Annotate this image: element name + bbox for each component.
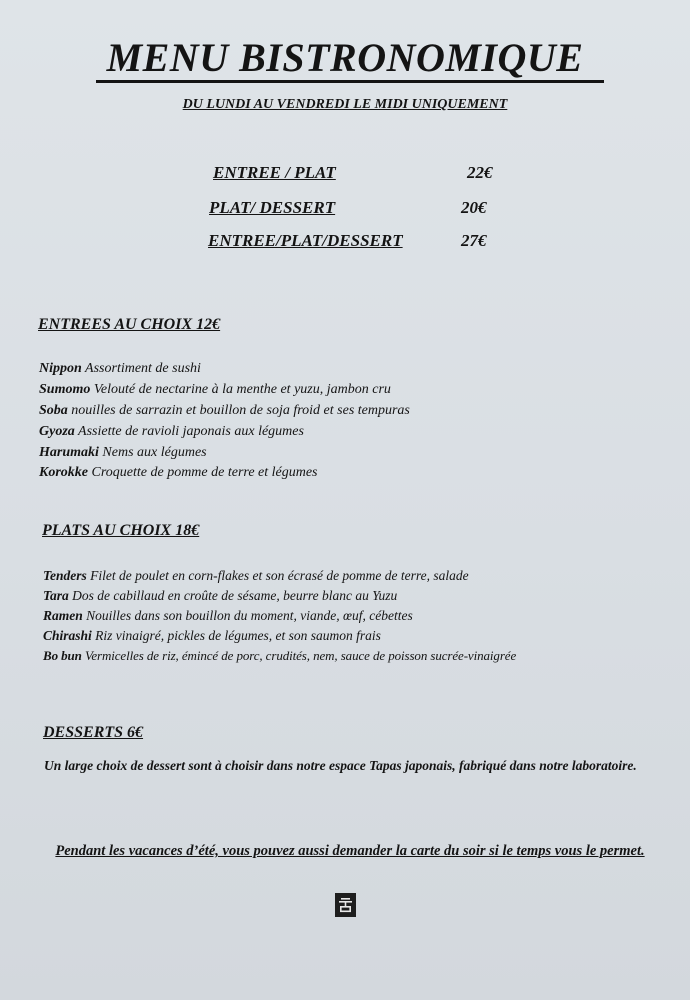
- list-item: [43, 648, 516, 664]
- list-item: [43, 568, 469, 584]
- formula-price-entree-plat-dessert: 27€: [461, 231, 487, 250]
- desserts-heading: DESSERTS 6€: [43, 724, 144, 741]
- desserts-description: Un large choix de dessert sont à choisir dans notre espace Tapas japonais, fabriqué dans notre laboratoire.: [44, 758, 637, 773]
- dish-description: nouilles de sarrazin et bouillon de soja froid et ses tempuras: [71, 403, 410, 418]
- list-item: [43, 628, 381, 644]
- dish-description: Filet de poulet en corn-flakes et son écrasé de pomme de terre, salade: [90, 568, 469, 583]
- title-underline: [96, 80, 604, 83]
- formula-price-entree-plat: 22€: [467, 163, 493, 182]
- dish-description: Nouilles dans son bouillon du moment, viande, œuf, cébettes: [86, 608, 413, 623]
- list-item: [39, 424, 304, 440]
- dish-name: Tenders: [43, 568, 87, 583]
- dish-description: Velouté de nectarine à la menthe et yuzu, jambon cru: [93, 382, 391, 397]
- summer-footnote: Pendant les vacances d’été, vous pouvez aussi demander la carte du soir si le temps vous le permet.: [55, 843, 645, 859]
- dish-name: Tara: [43, 588, 69, 603]
- dish-name: Nippon: [39, 361, 82, 376]
- dish-name: Soba: [39, 403, 68, 418]
- plats-heading: PLATS AU CHOIX 18€: [42, 522, 200, 539]
- list-item: [39, 445, 207, 461]
- dish-description: Assiette de ravioli japonais aux légumes: [78, 424, 304, 439]
- list-item: [39, 403, 410, 419]
- dish-description: Riz vinaigré, pickles de légumes, et son saumon frais: [95, 628, 381, 643]
- restaurant-logo-icon: [335, 893, 356, 917]
- menu-title: MENU BISTRONOMIQUE: [106, 35, 584, 80]
- dish-description: Nems aux légumes: [102, 445, 207, 460]
- list-item: [39, 465, 318, 481]
- formula-label-entree-plat-dessert: ENTREE/PLAT/DESSERT: [208, 231, 403, 250]
- menu-subtitle: DU LUNDI AU VENDREDI LE MIDI UNIQUEMENT: [182, 97, 508, 112]
- dish-name: Korokke: [39, 465, 88, 480]
- dish-description: Vermicelles de riz, émincé de porc, crudités, nem, sauce de poisson sucrée-vinaigrée: [84, 648, 517, 663]
- dish-name: Chirashi: [43, 628, 92, 643]
- dish-name: Bo bun: [43, 648, 82, 663]
- entrees-heading: ENTREES AU CHOIX 12€: [38, 316, 221, 333]
- list-item: [39, 382, 391, 398]
- dish-description: Croquette de pomme de terre et légumes: [91, 465, 318, 480]
- list-item: [43, 588, 397, 604]
- dish-name: Ramen: [43, 608, 83, 623]
- dish-description: Dos de cabillaud en croûte de sésame, beurre blanc au Yuzu: [72, 588, 398, 603]
- list-item: [43, 608, 413, 624]
- dish-name: Harumaki: [39, 445, 99, 460]
- list-item: [39, 361, 201, 377]
- formula-price-plat-dessert: 20€: [461, 198, 487, 217]
- formula-label-plat-dessert: PLAT/ DESSERT: [209, 198, 336, 217]
- dish-name: Gyoza: [39, 424, 75, 439]
- formula-label-entree-plat: ENTREE / PLAT: [213, 163, 336, 182]
- dish-description: Assortiment de sushi: [85, 361, 201, 376]
- dish-name: Sumomo: [39, 382, 91, 397]
